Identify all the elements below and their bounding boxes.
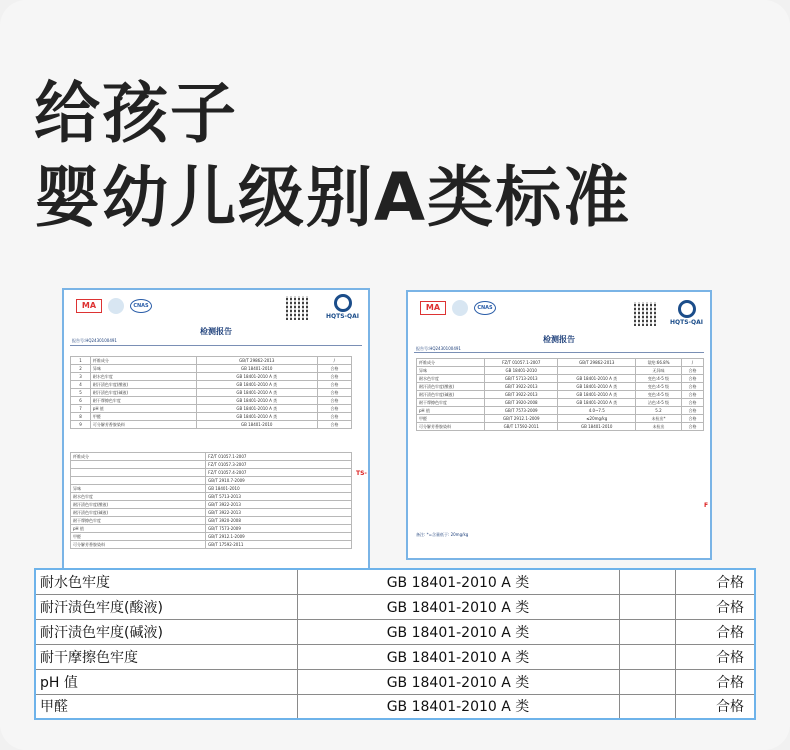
table-row bbox=[417, 407, 704, 415]
ma-logo: MA bbox=[420, 301, 446, 315]
table-cell: GB/T 29862-2013 bbox=[196, 357, 317, 365]
table-row bbox=[417, 359, 704, 367]
table-cell: GB/T 17592-2011 bbox=[485, 423, 558, 431]
table-cell: GB 18401-2010 A 类 bbox=[196, 389, 317, 397]
table-cell: GB/T 2910.7-2009 bbox=[206, 477, 352, 485]
table-cell: GB/T 5713-2013 bbox=[485, 375, 558, 383]
table-cell: GB/T 17592-2011 bbox=[206, 541, 352, 549]
certification-logos bbox=[420, 300, 496, 316]
table-cell: ≤20mg/kg bbox=[558, 415, 636, 423]
table-row bbox=[71, 509, 352, 517]
cnas-logo: CNAS bbox=[130, 299, 152, 313]
table-row bbox=[417, 423, 704, 431]
table-cell: 纤维成分 bbox=[71, 453, 206, 461]
hqts-logo: HQTS-QAI bbox=[670, 300, 703, 326]
table-row bbox=[35, 669, 755, 694]
table-cell: 合格 bbox=[317, 365, 351, 373]
table-cell: 未检出* bbox=[636, 415, 682, 423]
table-cell: GB/T 7573-2009 bbox=[206, 525, 352, 533]
table-cell: GB 18401-2010 A 类 bbox=[558, 399, 636, 407]
test-result: 合格 bbox=[675, 619, 755, 644]
table-cell: GB 18401-2010 A 类 bbox=[196, 381, 317, 389]
table-cell: GB/T 2912.1-2009 bbox=[485, 415, 558, 423]
table-cell bbox=[71, 469, 206, 477]
table-cell: 甲醛 bbox=[417, 415, 485, 423]
table-row bbox=[35, 619, 755, 644]
test-result: 合格 bbox=[675, 694, 755, 719]
spacer-cell bbox=[619, 619, 675, 644]
hqts-logo: HQTS-QAI bbox=[326, 294, 359, 320]
certification-logos bbox=[76, 298, 152, 314]
table-cell: FZ/T 01057.1-2007 bbox=[206, 453, 352, 461]
table-row bbox=[71, 389, 352, 397]
test-item-name: 耐汗渍色牢度(碱液) bbox=[35, 619, 297, 644]
table-cell: 6 bbox=[71, 397, 91, 405]
table-cell: GB/T 3922-2013 bbox=[206, 501, 352, 509]
table-cell: 合格 bbox=[681, 399, 703, 407]
table-cell: GB 18401-2010 A 类 bbox=[196, 405, 317, 413]
table-cell: 2 bbox=[71, 365, 91, 373]
table-cell: GB 18401-2010 bbox=[558, 423, 636, 431]
red-stamp-icon: TS- bbox=[356, 470, 367, 477]
test-standard: GB 18401-2010 A 类 bbox=[297, 644, 619, 669]
table-row bbox=[71, 413, 352, 421]
table-cell: 耐汗渍色牢度(酸液) bbox=[417, 383, 485, 391]
table-row bbox=[35, 569, 755, 594]
table-cell: GB 18401-2010 A 类 bbox=[558, 383, 636, 391]
table-cell: GB/T 2912.1-2009 bbox=[206, 533, 352, 541]
table-row bbox=[71, 397, 352, 405]
table-cell: 未检出 bbox=[636, 423, 682, 431]
table-cell: 氨纶:66.8% bbox=[636, 359, 682, 367]
table-cell: GB/T 3922-2013 bbox=[485, 391, 558, 399]
test-item-name: 耐汗渍色牢度(酸液) bbox=[35, 594, 297, 619]
table-cell: 合格 bbox=[681, 391, 703, 399]
divider bbox=[414, 352, 704, 353]
table-cell: FZ/T 01057.3-2007 bbox=[206, 461, 352, 469]
table-cell: 纤维成分 bbox=[417, 359, 485, 367]
table-cell: 合格 bbox=[681, 367, 703, 375]
table-cell: FZ/T 01057.4-2007 bbox=[206, 469, 352, 477]
test-standard: GB 18401-2010 A 类 bbox=[297, 569, 619, 594]
table-cell: 异味 bbox=[417, 367, 485, 375]
table-cell: 耐汗渍色牢度(碱液) bbox=[417, 391, 485, 399]
table-row bbox=[417, 383, 704, 391]
table-cell: 合格 bbox=[317, 373, 351, 381]
cnas-logo: CNAS bbox=[474, 301, 496, 315]
table-cell: FZ/T 01057.1-2007 bbox=[485, 359, 558, 367]
table-row bbox=[71, 541, 352, 549]
test-report-image-2 bbox=[406, 290, 712, 560]
test-result: 合格 bbox=[675, 569, 755, 594]
table-cell: 8 bbox=[71, 413, 91, 421]
table-cell: 耐干摩擦色牢度 bbox=[90, 397, 196, 405]
table-cell: 合格 bbox=[317, 381, 351, 389]
table-row bbox=[417, 375, 704, 383]
test-standard: GB 18401-2010 A 类 bbox=[297, 694, 619, 719]
table-row bbox=[71, 517, 352, 525]
table-row bbox=[71, 485, 352, 493]
headline-line-2: 婴幼儿级别A类标准 bbox=[34, 159, 632, 236]
table-cell: 耐水色牢度 bbox=[90, 373, 196, 381]
test-standard: GB 18401-2010 A 类 bbox=[297, 619, 619, 644]
test-item-name: 耐水色牢度 bbox=[35, 569, 297, 594]
test-result: 合格 bbox=[675, 669, 755, 694]
table-cell: 耐水色牢度 bbox=[417, 375, 485, 383]
table-row bbox=[417, 391, 704, 399]
headline bbox=[34, 72, 631, 240]
ilac-logo bbox=[108, 298, 124, 314]
table-cell: GB/T 3922-2013 bbox=[206, 509, 352, 517]
table-cell: / bbox=[317, 357, 351, 365]
table-cell: GB 18401-2010 bbox=[206, 485, 352, 493]
table-cell: 甲醛 bbox=[90, 413, 196, 421]
table-cell: 合格 bbox=[317, 405, 351, 413]
highlighted-results-table bbox=[34, 568, 756, 720]
qr-code-icon bbox=[286, 296, 310, 320]
table-cell: 5 bbox=[71, 389, 91, 397]
table-cell: 耐水色牢度 bbox=[71, 493, 206, 501]
report-title: 检测报告 bbox=[200, 327, 232, 336]
summary-table bbox=[70, 356, 352, 429]
report-title: 检测报告 bbox=[543, 335, 575, 344]
table-cell: GB/T 5713-2013 bbox=[206, 493, 352, 501]
table-cell: GB/T 3922-2013 bbox=[485, 383, 558, 391]
test-result: 合格 bbox=[675, 644, 755, 669]
table-cell: 变色:4-5 级 bbox=[636, 391, 682, 399]
results-table bbox=[416, 358, 704, 431]
table-cell: 合格 bbox=[681, 383, 703, 391]
table-cell: 可分解芳香胺染料 bbox=[90, 421, 196, 429]
table-row bbox=[71, 493, 352, 501]
table-cell: 5.2 bbox=[636, 407, 682, 415]
table-cell: GB 18401-2010 bbox=[196, 365, 317, 373]
table-cell: GB 18401-2010 bbox=[196, 421, 317, 429]
table-cell: 耐干摩擦色牢度 bbox=[417, 399, 485, 407]
table-cell: 耐干摩擦色牢度 bbox=[71, 517, 206, 525]
table-cell: 耐汗渍色牢度(酸液) bbox=[71, 501, 206, 509]
table-cell: 无异味 bbox=[636, 367, 682, 375]
table-cell: GB 18401-2010 A 类 bbox=[558, 375, 636, 383]
table-row bbox=[71, 533, 352, 541]
divider bbox=[70, 345, 362, 346]
table-cell: 变色:4-5 级 bbox=[636, 383, 682, 391]
table-row bbox=[417, 415, 704, 423]
qr-code-icon bbox=[634, 302, 658, 326]
table-row bbox=[71, 525, 352, 533]
table-cell: 沾色:4-5 级 bbox=[636, 399, 682, 407]
table-cell bbox=[71, 461, 206, 469]
table-row bbox=[417, 367, 704, 375]
table-cell: 合格 bbox=[317, 389, 351, 397]
table-cell: 甲醛 bbox=[71, 533, 206, 541]
table-cell: GB 18401-2010 A 类 bbox=[196, 413, 317, 421]
table-cell: 4 bbox=[71, 381, 91, 389]
test-report-image-1 bbox=[62, 288, 370, 570]
table-cell: GB 18401-2010 A 类 bbox=[196, 373, 317, 381]
red-stamp-icon: F bbox=[704, 502, 709, 509]
table-row bbox=[71, 461, 352, 469]
table-row bbox=[71, 453, 352, 461]
report-number: 报告号:HQ2430100491 bbox=[72, 338, 117, 343]
table-cell: GB/T 3920-2008 bbox=[206, 517, 352, 525]
table-cell: GB 18401-2010 A 类 bbox=[196, 397, 317, 405]
table-cell: GB/T 7573-2009 bbox=[485, 407, 558, 415]
table-row bbox=[35, 694, 755, 719]
table-cell: 合格 bbox=[317, 421, 351, 429]
spacer-cell bbox=[619, 644, 675, 669]
table-row bbox=[71, 405, 352, 413]
table-cell: 变色:4-5 级 bbox=[636, 375, 682, 383]
table-cell: 1 bbox=[71, 357, 91, 365]
table-row bbox=[417, 399, 704, 407]
table-row bbox=[71, 501, 352, 509]
table-cell: GB 18401-2010 A 类 bbox=[558, 391, 636, 399]
spacer-cell bbox=[619, 594, 675, 619]
table-cell: 合格 bbox=[681, 407, 703, 415]
table-row bbox=[71, 477, 352, 485]
table-cell: / bbox=[681, 359, 703, 367]
table-cell: pH 值 bbox=[90, 405, 196, 413]
spacer-cell bbox=[619, 569, 675, 594]
report-footnote: 备注: *=含量低于: 20mg/kg bbox=[416, 532, 469, 537]
table-cell bbox=[71, 477, 206, 485]
test-item-name: 耐干摩擦色牢度 bbox=[35, 644, 297, 669]
table-cell: pH 值 bbox=[71, 525, 206, 533]
table-cell: 合格 bbox=[317, 397, 351, 405]
table-cell bbox=[558, 367, 636, 375]
table-cell: 耐汗渍色牢度(酸液) bbox=[90, 381, 196, 389]
table-cell: 异味 bbox=[71, 485, 206, 493]
table-cell: 合格 bbox=[681, 375, 703, 383]
table-cell: 耐汗渍色牢度(碱液) bbox=[71, 509, 206, 517]
headline-line-1: 给孩子 bbox=[34, 75, 238, 152]
test-result: 合格 bbox=[675, 594, 755, 619]
table-cell: 可分解芳香胺染料 bbox=[417, 423, 485, 431]
table-cell: 可分解芳香胺染料 bbox=[71, 541, 206, 549]
test-item-name: 甲醛 bbox=[35, 694, 297, 719]
report-number: 报告号:HQ2430100491 bbox=[416, 346, 461, 351]
ma-logo: MA bbox=[76, 299, 102, 313]
test-standard: GB 18401-2010 A 类 bbox=[297, 594, 619, 619]
table-cell: GB/T 3920-2008 bbox=[485, 399, 558, 407]
test-item-name: pH 值 bbox=[35, 669, 297, 694]
method-table bbox=[70, 452, 352, 549]
table-row bbox=[35, 644, 755, 669]
table-row bbox=[71, 381, 352, 389]
table-row bbox=[71, 357, 352, 365]
table-cell: GB/T 29862-2013 bbox=[558, 359, 636, 367]
table-cell: 耐汗渍色牢度(碱液) bbox=[90, 389, 196, 397]
spacer-cell bbox=[619, 669, 675, 694]
table-cell: 3 bbox=[71, 373, 91, 381]
table-row bbox=[35, 594, 755, 619]
table-cell: GB 18401-2010 bbox=[485, 367, 558, 375]
table-cell: 7 bbox=[71, 405, 91, 413]
table-cell: 合格 bbox=[317, 413, 351, 421]
spacer-cell bbox=[619, 694, 675, 719]
table-cell: 合格 bbox=[681, 415, 703, 423]
table-cell: 4.0~7.5 bbox=[558, 407, 636, 415]
table-row bbox=[71, 365, 352, 373]
table-cell: 合格 bbox=[681, 423, 703, 431]
test-standard: GB 18401-2010 A 类 bbox=[297, 669, 619, 694]
table-cell: 异味 bbox=[90, 365, 196, 373]
table-row bbox=[71, 421, 352, 429]
ilac-logo bbox=[452, 300, 468, 316]
table-cell: 纤维成分 bbox=[90, 357, 196, 365]
table-row bbox=[71, 373, 352, 381]
table-cell: pH 值 bbox=[417, 407, 485, 415]
table-row bbox=[71, 469, 352, 477]
table-cell: 9 bbox=[71, 421, 91, 429]
